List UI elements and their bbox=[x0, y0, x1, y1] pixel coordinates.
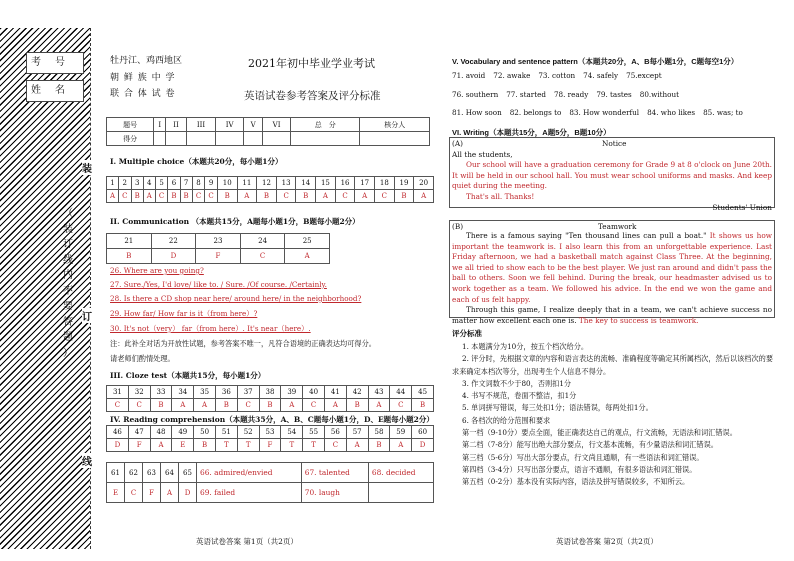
section-2-note: 注：此补全对话为开放性试题，参考答案不唯一，凡符合语境的正确表达均可得分。 bbox=[110, 339, 376, 348]
question-number: 47 bbox=[128, 426, 150, 439]
answer-table-1 bbox=[106, 176, 434, 203]
notice-title: Notice bbox=[602, 139, 627, 148]
question-number: 7 bbox=[180, 177, 192, 190]
answer-70: 70. laugh bbox=[301, 483, 368, 503]
answer-cell: A bbox=[390, 439, 412, 452]
answer-table-3 bbox=[106, 385, 434, 412]
answer-cell: C bbox=[128, 399, 150, 412]
question-number: 40 bbox=[303, 386, 325, 399]
vocab-answer: 71. avoid bbox=[452, 71, 486, 80]
answer-cell: B bbox=[180, 190, 192, 203]
criteria-line: 6. 各档次的给分范围和要求 bbox=[462, 415, 551, 425]
answer-cell: C bbox=[205, 190, 218, 203]
question-number: 36 bbox=[215, 386, 237, 399]
answer-cell: E bbox=[172, 439, 194, 452]
notice-body: Our school will have a graduation ceremony for Grade 9 at 8 o'clock on June 20th. It will be held in our school hall. You must wear school uniforms and masks. And keep quiet during the meeting. bbox=[452, 160, 772, 191]
vocab-answer: 75.except bbox=[626, 71, 662, 80]
question-number: 15 bbox=[316, 177, 336, 190]
question-number: 43 bbox=[368, 386, 390, 399]
answer-cell: A bbox=[237, 190, 257, 203]
answer-cell: D bbox=[107, 439, 129, 452]
answer-cell: D bbox=[151, 249, 196, 264]
table-cell: 63 bbox=[143, 463, 161, 483]
binding-note-char: 装 bbox=[63, 223, 73, 235]
answer-cell: B bbox=[217, 190, 237, 203]
answer-cell: B bbox=[257, 190, 277, 203]
answer-cell: B bbox=[107, 249, 152, 264]
question-number: 1 bbox=[107, 177, 119, 190]
answer-cell: C bbox=[390, 399, 412, 412]
score-cell: VI bbox=[263, 118, 291, 132]
answer-cell: A bbox=[194, 399, 216, 412]
answer-table-2 bbox=[106, 233, 330, 264]
answer-cell: C bbox=[375, 190, 395, 203]
question-number: 13 bbox=[276, 177, 296, 190]
answer-cell: T bbox=[215, 439, 237, 452]
table-cell: 61 bbox=[107, 463, 125, 483]
notice-greeting: All the students, bbox=[452, 149, 513, 159]
criteria-line: 5. 单词拼写错误，每三处扣1分；语法错误，每两处扣1分。 bbox=[462, 403, 653, 413]
exam-title: 2021年初中毕业学业考试 bbox=[248, 57, 375, 70]
question-number: 48 bbox=[150, 426, 172, 439]
score-cell: II bbox=[166, 118, 187, 132]
answer-67: 67. talented bbox=[301, 463, 368, 483]
answer-cell: C bbox=[237, 399, 259, 412]
exam-number-field: 考号 bbox=[26, 52, 84, 74]
question-number: 33 bbox=[150, 386, 172, 399]
question-number: 31 bbox=[107, 386, 129, 399]
binding-note-char: 订 bbox=[63, 239, 73, 250]
answer-cell: B bbox=[194, 439, 216, 452]
score-table bbox=[106, 117, 430, 146]
criteria-line: 第五档（0-2分）基本没有实际内容，语法及拼写错误较多，不知所云。 bbox=[462, 477, 690, 487]
answer-cell: A bbox=[368, 399, 390, 412]
answer-cell: C bbox=[324, 439, 346, 452]
answer-cell: B bbox=[259, 399, 281, 412]
criteria-line: 第二档（7-8分）能写出绝大部分要点，行文基本流畅，有少量语法和词汇错误。 bbox=[462, 440, 718, 450]
question-number: 9 bbox=[205, 177, 218, 190]
question-number: 8 bbox=[192, 177, 205, 190]
question-number: 37 bbox=[237, 386, 259, 399]
question-number: 23 bbox=[196, 234, 241, 249]
answer-cell: C bbox=[240, 249, 285, 264]
question-number: 57 bbox=[346, 426, 368, 439]
question-number: 45 bbox=[412, 386, 434, 399]
section-3-title: III. Cloze test（本题共15分，每小题1分） bbox=[110, 371, 266, 380]
answer-cell: T bbox=[281, 439, 303, 452]
answer-69: 69. failed bbox=[197, 483, 302, 503]
question-number: 34 bbox=[172, 386, 194, 399]
question-number: 41 bbox=[324, 386, 346, 399]
table-cell: 65 bbox=[179, 463, 197, 483]
essay-paragraph-1 bbox=[452, 231, 772, 305]
score-cell: 题号 bbox=[107, 118, 154, 132]
answer-cell: A bbox=[355, 190, 375, 203]
writing-b-label: (B) bbox=[452, 222, 464, 231]
question-number: 5 bbox=[155, 177, 168, 190]
answer-cell: A bbox=[285, 249, 330, 264]
criteria-line: 第四档（3-4分）只写出部分要点，语言不通顺，有很多语法和词汇错误。 bbox=[462, 464, 697, 474]
question-number: 42 bbox=[346, 386, 368, 399]
question-number: 46 bbox=[107, 426, 129, 439]
answer-29: 29. How far/ How far is it（from here）? bbox=[110, 309, 258, 318]
essay-text-red: The key to success is teamwork. bbox=[576, 315, 699, 325]
vocab-answer: 83. How wonderful bbox=[569, 108, 640, 117]
answer-cell: C bbox=[276, 190, 296, 203]
table-cell: E bbox=[107, 483, 125, 503]
vocab-answer: 80.without bbox=[639, 90, 679, 99]
answer-cell: A bbox=[150, 439, 172, 452]
answer-cell: C bbox=[119, 190, 132, 203]
table-cell: 64 bbox=[161, 463, 179, 483]
criteria-title: 评分标准 bbox=[452, 329, 482, 338]
score-cell: I bbox=[154, 118, 166, 132]
fold-line bbox=[90, 28, 91, 549]
answer-cell: B bbox=[368, 439, 390, 452]
vocab-answer: 76. southern bbox=[452, 90, 499, 99]
answer-27: 27. Sure./Yes, I'd love/ like to. / Sure. /Of course. /Certainly. bbox=[110, 280, 327, 289]
question-number: 3 bbox=[131, 177, 143, 190]
answer-cell: A bbox=[316, 190, 336, 203]
table-cell: A bbox=[161, 483, 179, 503]
notice-thanks: That's all. Thanks! bbox=[466, 191, 535, 201]
answer-cell: F bbox=[128, 439, 150, 452]
question-number: 50 bbox=[194, 426, 216, 439]
footer-right: 英语试卷答案 第2页（共2页） bbox=[556, 537, 658, 546]
criteria-list bbox=[452, 341, 774, 489]
question-number: 17 bbox=[355, 177, 375, 190]
answer-cell: A bbox=[143, 190, 155, 203]
vocab-answer: 79. tastes bbox=[596, 90, 632, 99]
question-number: 55 bbox=[303, 426, 325, 439]
vocab-answer: 77. started bbox=[506, 90, 546, 99]
answer-cell: B bbox=[215, 399, 237, 412]
score-cell: 总 分 bbox=[291, 118, 360, 132]
writing-a-box bbox=[449, 137, 775, 212]
question-number: 25 bbox=[285, 234, 330, 249]
vocab-answer: 73. cotton bbox=[538, 71, 576, 80]
answer-cell: F bbox=[196, 249, 241, 264]
answer-cell: C bbox=[107, 399, 129, 412]
answer-cell: B bbox=[346, 399, 368, 412]
essay-paragraph-2 bbox=[452, 305, 772, 326]
question-number: 2 bbox=[119, 177, 132, 190]
question-number: 16 bbox=[335, 177, 355, 190]
table-cell: 62 bbox=[125, 463, 143, 483]
answer-cell: B bbox=[168, 190, 180, 203]
answer-cell: B bbox=[394, 190, 414, 203]
score-cell: III bbox=[186, 118, 215, 132]
binding-mark-bottom: 线 bbox=[82, 453, 92, 468]
answer-cell: B bbox=[412, 399, 434, 412]
table-cell: D bbox=[179, 483, 197, 503]
section-6-title: VI. Writing（本题共15分，A题5分，B题10分） bbox=[452, 128, 611, 137]
question-number: 22 bbox=[151, 234, 196, 249]
essay-text: Through this game, I realize deeply that in a team, we can't achieve success no matter how excellent each one is. bbox=[452, 305, 772, 325]
question-number: 10 bbox=[217, 177, 237, 190]
binding-mark-mid: 订 bbox=[82, 308, 92, 323]
answer-cell: A bbox=[172, 399, 194, 412]
vocab-answer: 74. safely bbox=[583, 71, 619, 80]
question-number: 6 bbox=[168, 177, 180, 190]
criteria-line: 2. 评分时，先根据文章的内容和语言表达的流畅、准确程度等确定其所属档次，然后以该档次的要求来确定本档次等分，出现考生个人信息不得分。 bbox=[452, 354, 774, 376]
answer-table-4 bbox=[106, 425, 434, 452]
answer-cell: A bbox=[107, 190, 119, 203]
essay-text-red: It shows us how important the teamwork is. I also learn this from an unforgettable experience. Last Friday afternoon, we had a basketball match against Class Three. At the beginning, we all tried to show each to be the best player. We just ran around and didn't pass the ball to others. Soon we fell behind. During the break, our headmaster advised us to work together as a team. We followed his advice. In the end we won the game and each of us felt happy. bbox=[452, 231, 772, 304]
vocab-row-3 bbox=[452, 108, 772, 117]
schools-label: 朝 鲜 族 中 学 bbox=[110, 73, 176, 83]
question-number: 53 bbox=[259, 426, 281, 439]
name-field: 姓名 bbox=[26, 80, 84, 102]
question-number: 24 bbox=[240, 234, 285, 249]
question-number: 12 bbox=[257, 177, 277, 190]
answer-cell: C bbox=[192, 190, 205, 203]
section-5-title: V. Vocabulary and sentence pattern（本题共20分，A、B每小题1分，C题每空1分） bbox=[452, 57, 739, 66]
notice-signature: Students' Union bbox=[712, 202, 772, 212]
question-number: 58 bbox=[368, 426, 390, 439]
score-cell: 得分 bbox=[107, 132, 154, 146]
question-number: 14 bbox=[296, 177, 316, 190]
essay-text: There is a famous saying "Ten thousand lines can pull a boat." bbox=[466, 231, 707, 240]
question-number: 4 bbox=[143, 177, 155, 190]
answer-cell: C bbox=[303, 399, 325, 412]
vocab-row-2 bbox=[452, 90, 772, 99]
answer-cell: A bbox=[346, 439, 368, 452]
binding-note-char: 要 bbox=[63, 301, 73, 312]
question-number: 59 bbox=[390, 426, 412, 439]
question-number: 56 bbox=[324, 426, 346, 439]
answer-cell: B bbox=[150, 399, 172, 412]
answer-cell: T bbox=[237, 439, 259, 452]
question-number: 39 bbox=[281, 386, 303, 399]
section-4-title: IV. Reading comprehension（本题共35分，A、B、C题每小题1分，D、E题每小题2分） bbox=[110, 415, 434, 424]
vocab-answer: 82. belongs to bbox=[509, 108, 562, 117]
vocab-answer: 85. was; to bbox=[703, 108, 743, 117]
answer-cell: C bbox=[335, 190, 355, 203]
binding-note-char: 不 bbox=[63, 285, 73, 297]
question-number: 21 bbox=[107, 234, 152, 249]
binding-note bbox=[60, 206, 76, 361]
binding-note-char: 线 bbox=[63, 254, 73, 266]
answer-cell: D bbox=[412, 439, 434, 452]
exam-subtitle: 英语试卷参考答案及评分标准 bbox=[244, 90, 381, 102]
answer-28: 28. Is there a CD shop near here/ around here/ in the neighborhood? bbox=[110, 294, 362, 303]
binding-note-char: ） bbox=[63, 347, 73, 359]
table-cell: F bbox=[143, 483, 161, 503]
binding-note-char: （ bbox=[63, 208, 73, 219]
score-cell: V bbox=[244, 118, 263, 132]
question-number: 44 bbox=[390, 386, 412, 399]
answer-cell: A bbox=[281, 399, 303, 412]
answer-26: 26. Where are you going? bbox=[110, 266, 204, 275]
region-label: 牡丹江、鸡西地区 bbox=[110, 56, 183, 66]
union-label: 联 合 体 试 卷 bbox=[110, 89, 176, 99]
answer-cell: A bbox=[414, 190, 434, 203]
answer-66: 66. admired/envied bbox=[197, 463, 302, 483]
writing-b-box bbox=[449, 220, 775, 325]
answer-cell: B bbox=[296, 190, 316, 203]
question-number: 11 bbox=[237, 177, 257, 190]
answer-30: 30. It's not（very） far（from here）. It's near（here）. bbox=[110, 324, 311, 333]
section-1-title: I. Multiple choice（本题共20分，每小题1分） bbox=[110, 157, 283, 166]
question-number: 19 bbox=[394, 177, 414, 190]
binding-mark-top: 装 bbox=[82, 160, 92, 175]
answer-cell: T bbox=[303, 439, 325, 452]
binding-note-char: 答 bbox=[63, 316, 73, 328]
table-cell: C bbox=[125, 483, 143, 503]
answer-cell: B bbox=[131, 190, 143, 203]
criteria-line: 1. 本题满分为10分，按五个档次给分。 bbox=[462, 342, 589, 351]
criteria-line: 第三档（5-6分）写出大部分要点，行文尚且通顺，有一些语法和词汇错误。 bbox=[462, 452, 704, 462]
binding-strip bbox=[0, 28, 90, 549]
section-2-title: II. Communication （本题共15分，A题每小题1分，B题每小题2分） bbox=[110, 217, 360, 226]
question-number: 20 bbox=[414, 177, 434, 190]
answer-table-4b bbox=[106, 462, 434, 503]
answer-cell: A bbox=[324, 399, 346, 412]
question-number: 18 bbox=[375, 177, 395, 190]
criteria-line: 4. 书写不规范，卷面不整洁，扣1分 bbox=[462, 391, 577, 401]
question-number: 49 bbox=[172, 426, 194, 439]
criteria-line: 3. 作文词数不少于80，否则扣1分 bbox=[462, 378, 572, 388]
answer-cell: C bbox=[155, 190, 168, 203]
vocab-row-1 bbox=[452, 71, 772, 80]
score-cell: 核分人 bbox=[360, 118, 430, 132]
question-number: 52 bbox=[237, 426, 259, 439]
essay-title: Teamwork bbox=[598, 222, 637, 231]
binding-note-char: 内 bbox=[63, 270, 73, 281]
section-2-note-2: 请老师们酌情处理。 bbox=[110, 354, 175, 363]
question-number: 51 bbox=[215, 426, 237, 439]
question-number: 32 bbox=[128, 386, 150, 399]
score-cell: IV bbox=[216, 118, 244, 132]
vocab-answer: 84. who likes bbox=[647, 108, 696, 117]
question-number: 54 bbox=[281, 426, 303, 439]
vocab-answer: 78. ready bbox=[553, 90, 589, 99]
writing-a-label: (A) bbox=[452, 139, 463, 148]
vocab-answer: 81. How soon bbox=[452, 108, 502, 117]
vocab-answer: 72. awake bbox=[493, 71, 531, 80]
question-number: 60 bbox=[412, 426, 434, 439]
answer-cell: F bbox=[259, 439, 281, 452]
question-number: 38 bbox=[259, 386, 281, 399]
criteria-line: 第一档（9-10分）要点全面，能正确表达自己的观点，行文流畅，无语法和词汇错误。 bbox=[462, 428, 737, 438]
answer-68: 68. decided bbox=[368, 463, 433, 483]
binding-note-char: 题 bbox=[63, 332, 73, 343]
question-number: 35 bbox=[194, 386, 216, 399]
footer-left: 英语试卷答案 第1页（共2页） bbox=[196, 537, 298, 546]
